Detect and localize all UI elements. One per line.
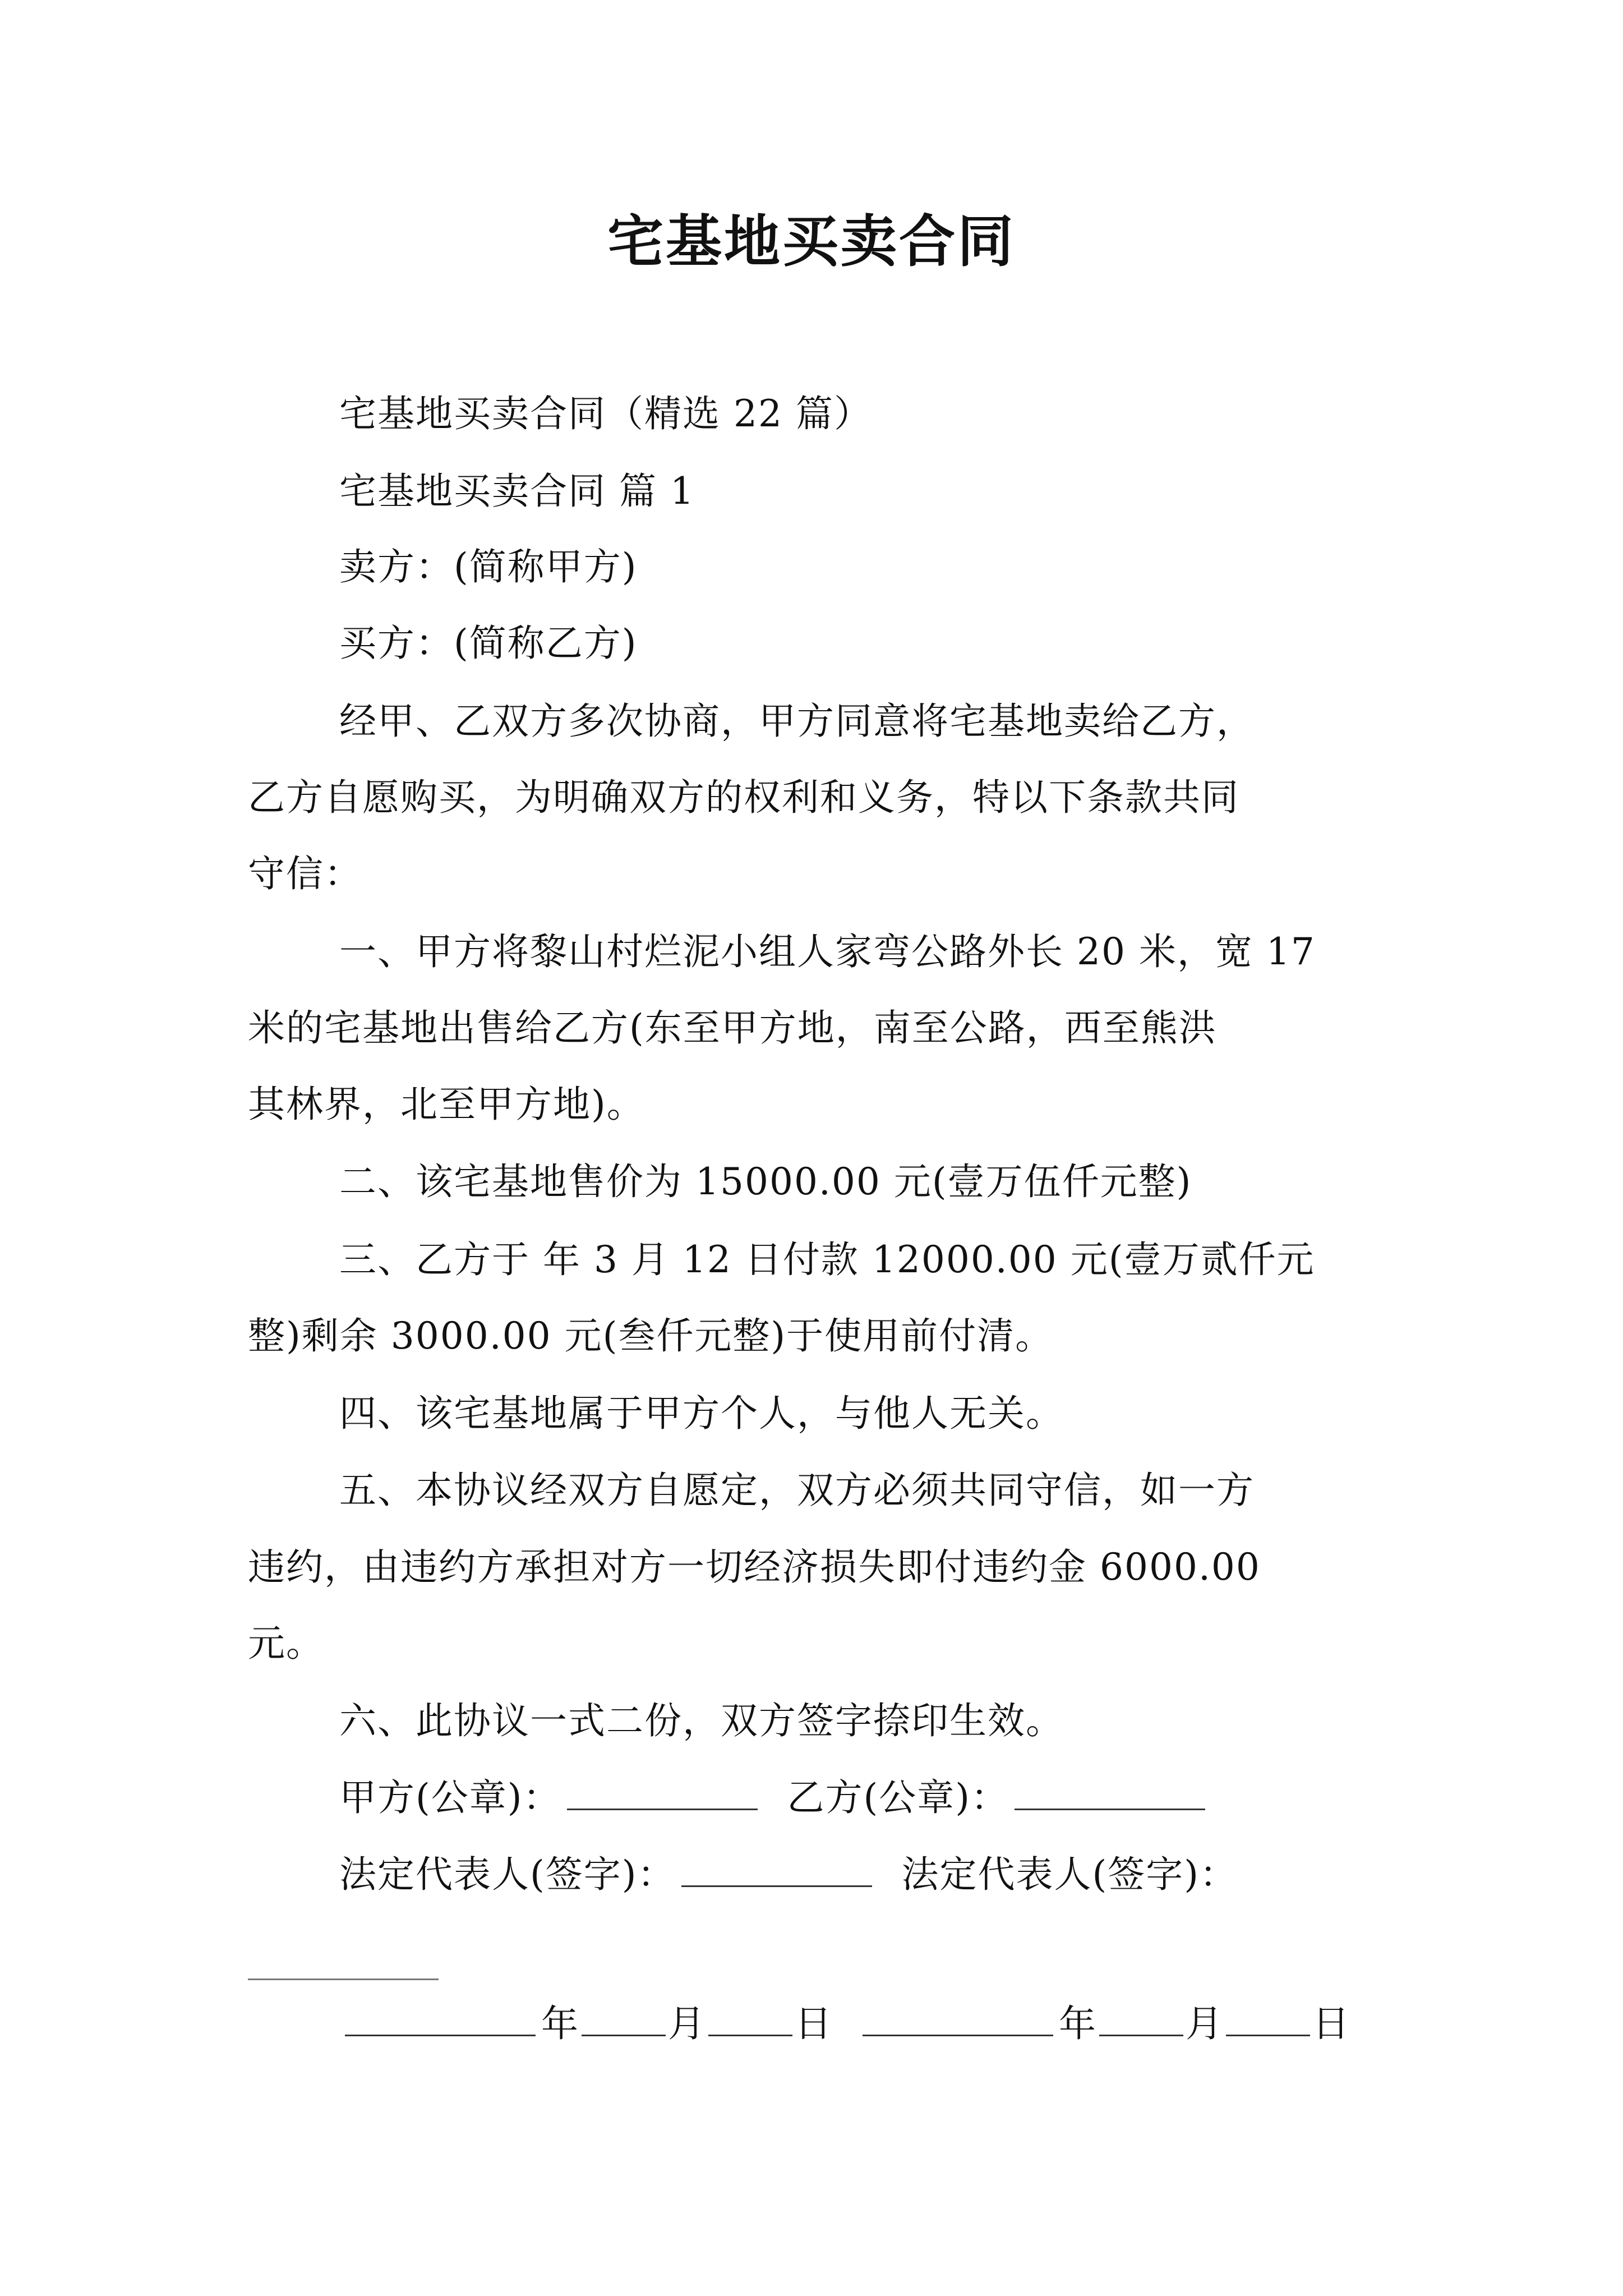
clause3-line-2: 整)剩余 3000.00 元(叁仟元整)于使用前付清。 xyxy=(248,1314,1054,1358)
rep-b-label: 法定代表人(签字)： xyxy=(901,1853,1238,1896)
date-b-month-blank xyxy=(1099,2034,1183,2036)
seller-line: 卖方：(简称甲方) xyxy=(339,545,638,588)
date-a-day-label: 日 xyxy=(795,2002,833,2045)
date-a-year-label: 年 xyxy=(541,2002,579,2045)
party-b-seal-blank xyxy=(1015,1808,1205,1810)
date-b-day-label: 日 xyxy=(1312,2002,1350,2045)
party-a-seal-label: 甲方(公章)： xyxy=(339,1776,561,1819)
date-a-day-blank xyxy=(708,2034,792,2036)
buyer-line: 买方：(简称乙方) xyxy=(339,622,638,665)
intro-line-3: 守信： xyxy=(248,852,362,895)
intro-line-2: 乙方自愿购买，为明确双方的权利和义务，特以下条款共同 xyxy=(248,776,1239,819)
date-a-month-blank xyxy=(582,2034,666,2036)
date-b-year-label: 年 xyxy=(1058,2002,1097,2045)
date-b-month-label: 月 xyxy=(1185,2002,1224,2045)
date-b-day-blank xyxy=(1226,2034,1310,2036)
clause5-line-2: 违约，由违约方承担对方一切经济损失即付违约金 6000.00 xyxy=(248,1545,1261,1589)
clause1-line-3: 其林界，北至甲方地)。 xyxy=(248,1083,645,1126)
date-a-month-label: 月 xyxy=(668,2002,706,2045)
clause4-line: 四、该宅基地属于甲方个人，与他人无关。 xyxy=(339,1392,1064,1435)
representative-row xyxy=(339,1852,1238,1897)
clause3-line-1: 三、乙方于 年 3 月 12 日付款 12000.00 元(壹万贰仟元 xyxy=(339,1238,1315,1281)
rep-b-blank xyxy=(248,1978,439,1980)
intro-line-1: 经甲、乙双方多次协商，甲方同意将宅基地卖给乙方， xyxy=(339,700,1255,743)
party-a-seal-blank xyxy=(567,1808,758,1810)
date-a-year-blank xyxy=(345,2034,536,2036)
rep-a-label: 法定代表人(签字)： xyxy=(339,1853,676,1896)
clause2-line: 二、该宅基地售价为 15000.00 元(壹万伍仟元整) xyxy=(339,1160,1192,1203)
date-b-year-blank xyxy=(863,2034,1053,2036)
clause1-line-2: 米的宅基地出售给乙方(东至甲方地，南至公路，西至熊洪 xyxy=(248,1006,1217,1050)
clause5-line-3: 元。 xyxy=(248,1622,324,1665)
party-b-seal-label: 乙方(公章)： xyxy=(787,1776,1009,1819)
clause6-line: 六、此协议一式二份，双方签字捺印生效。 xyxy=(339,1699,1064,1742)
clause1-line-1: 一、甲方将黎山村烂泥小组人家弯公路外长 20 米，宽 17 xyxy=(339,930,1316,973)
clause5-line-1: 五、本协议经双方自愿定，双方必须共同守信，如一方 xyxy=(339,1469,1255,1512)
rep-a-blank xyxy=(681,1885,872,1887)
document-title: 宅基地买卖合同 xyxy=(607,208,1016,274)
document-subtitle: 宅基地买卖合同（精选 22 篇） xyxy=(339,392,872,435)
section-heading: 宅基地买卖合同 篇 1 xyxy=(339,470,695,513)
signature-row xyxy=(339,1775,1211,1820)
date-row xyxy=(339,2001,1350,2046)
